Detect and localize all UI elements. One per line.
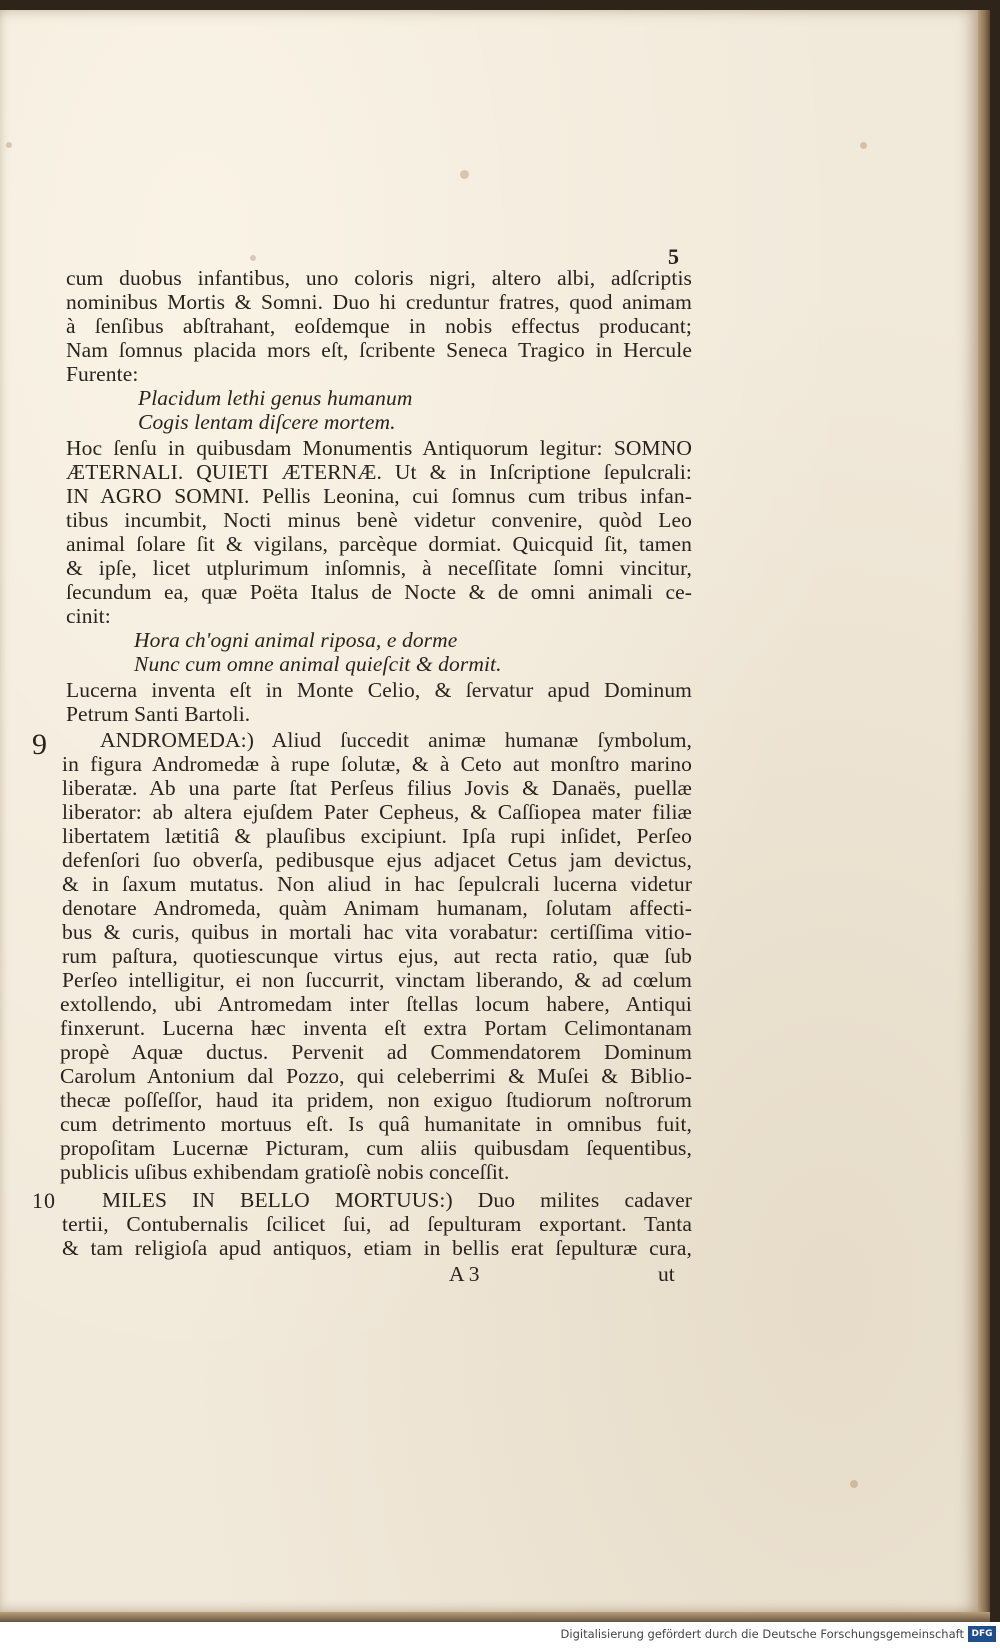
text-line: rum paſtura, quotiescunque virtus ejus, aut recta ratio, quæ ſub bbox=[62, 944, 692, 968]
text-line: cum detrimento mortuus eſt. Is quâ humanitate in omnibus fuit, bbox=[60, 1112, 692, 1136]
footer-bar bbox=[0, 1622, 1000, 1649]
text-line: & tam religioſa apud antiquos, etiam in bellis erat ſepulturæ cura, bbox=[62, 1236, 692, 1260]
text-line: in figura Andromedæ à rupe ſolutæ, & à Ceto aut monſtro marino bbox=[62, 752, 692, 776]
catchword: ut bbox=[658, 1262, 675, 1286]
foxing-spot bbox=[6, 142, 12, 148]
text-line: MILES IN BELLO MORTUUS:) Duo milites cadaver bbox=[102, 1188, 692, 1212]
text-line: thecæ poſſeſſor, haud ita pridem, non exiguo ſtudiorum noſtrorum bbox=[60, 1088, 692, 1112]
text-line: extollendo, ubi Antromedam inter ſtellas locum habere, Antiqui bbox=[60, 992, 692, 1016]
dfg-logo: DFG bbox=[968, 1626, 996, 1642]
text-line: Furente: bbox=[66, 362, 139, 386]
text-line: Carolum Antonium dal Pozzo, qui celeberrimi & Muſei & Biblio- bbox=[60, 1064, 692, 1088]
text-line: Lucerna inventa eſt in Monte Celio, & ſervatur apud Dominum bbox=[66, 678, 692, 702]
text-line: & in ſaxum mutatus. Non aliud in hac ſepulcrali lucerna videtur bbox=[62, 872, 692, 896]
foxing-spot bbox=[850, 1480, 858, 1488]
text-line: ſecundum ea, quæ Poëta Italus de Nocte & de omni animali ce- bbox=[66, 580, 692, 604]
text-line: nominibus Mortis & Somni. Duo hi creduntur fratres, quod animam bbox=[66, 290, 692, 314]
page-bottom-edge bbox=[0, 1612, 990, 1622]
text-line: Hoc ſenſu in quibusdam Monumentis Antiquorum legitur: SOMNO bbox=[66, 436, 692, 460]
text-line: bus & curis, quibus in mortali hac vita vorabatur: certiſſima vitio- bbox=[62, 920, 692, 944]
text-line: & ipſe, licet utplurimum inſomnis, à neceſſitate ſomni vincitur, bbox=[66, 556, 692, 580]
text-line: ANDROMEDA:) Aliud ſuccedit animæ humanæ ſymbolum, bbox=[100, 728, 692, 752]
foxing-spot bbox=[460, 170, 469, 179]
text-line: libertatem lætitiâ & plauſibus excipiunt. Ipſa rupi inſidet, Perſeo bbox=[62, 824, 692, 848]
text-line: Perſeo intelligitur, ei non ſuccurrit, vinctam liberando, & ad cœlum bbox=[62, 968, 692, 992]
foxing-spot bbox=[250, 255, 256, 261]
margin-number-9: 9 bbox=[32, 728, 47, 761]
text-line: publicis uſibus exhibendam gratioſè nobis conceſſit. bbox=[60, 1160, 510, 1184]
text-line: ÆTERNALI. QUIETI ÆTERNÆ. Ut & in Inſcriptione ſepulcrali: bbox=[66, 460, 692, 484]
text-line: IN AGRO SOMNI. Pellis Leonina, cui ſomnus cum tribus infan- bbox=[66, 484, 692, 508]
text-line: liberatæ. Ab una parte ſtat Perſeus filius Jovis & Danaës, puellæ bbox=[62, 776, 692, 800]
text-line: cum duobus infantibus, uno coloris nigri, altero albi, adſcriptis bbox=[66, 266, 692, 290]
text-line: propè Aquæ ductus. Pervenit ad Commendatorem Dominum bbox=[60, 1040, 692, 1064]
funding-credit: Digitalisierung gefördert durch die Deutsche Forschungsgemeinschaft bbox=[560, 1627, 964, 1641]
signature-mark: A 3 bbox=[449, 1262, 480, 1286]
page-number: 5 bbox=[668, 244, 679, 269]
text-line: Nam ſomnus placida mors eſt, ſcribente Seneca Tragico in Hercule bbox=[66, 338, 692, 362]
verse-line: Cogis lentam diſcere mortem. bbox=[138, 410, 396, 434]
text-line: cinit: bbox=[66, 604, 111, 628]
verse-line: Hora ch'ogni animal riposa, e dorme bbox=[134, 628, 458, 652]
margin-number-10: 10 bbox=[32, 1188, 56, 1213]
text-line: à ſenſibus abſtrahant, eoſdemque in nobis effectus producant; bbox=[66, 314, 692, 338]
text-line: Petrum Santi Bartoli. bbox=[66, 702, 251, 726]
text-line: tertii, Contubernalis ſcilicet ſui, ad ſepulturam exportant. Tanta bbox=[62, 1212, 692, 1236]
text-line: finxerunt. Lucerna hæc inventa eſt extra Portam Celimontanam bbox=[60, 1016, 692, 1040]
verse-line: Placidum lethi genus humanum bbox=[138, 386, 413, 410]
page-edge bbox=[978, 10, 990, 1616]
text-line: propoſitam Lucernæ Picturam, cum aliis quibusdam ſequentibus, bbox=[60, 1136, 692, 1160]
text-line: denotare Andromeda, quàm Animam humanam, ſolutam affecti- bbox=[62, 896, 692, 920]
foxing-spot bbox=[860, 142, 867, 149]
text-line: defenſori ſuo obverſa, pedibusque ejus adjacet Cetus jam devictus, bbox=[62, 848, 692, 872]
text-line: tibus incumbit, Nocti minus benè videtur convenire, quòd Leo bbox=[66, 508, 692, 532]
text-line: liberator: ab altera ejuſdem Pater Cepheus, & Caſſiopea mater filiæ bbox=[62, 800, 692, 824]
text-line: animal ſolare ſit & vigilans, parcèque dormiat. Quicquid ſit, tamen bbox=[66, 532, 692, 556]
verse-line: Nunc cum omne animal quieſcit & dormit. bbox=[134, 652, 502, 676]
